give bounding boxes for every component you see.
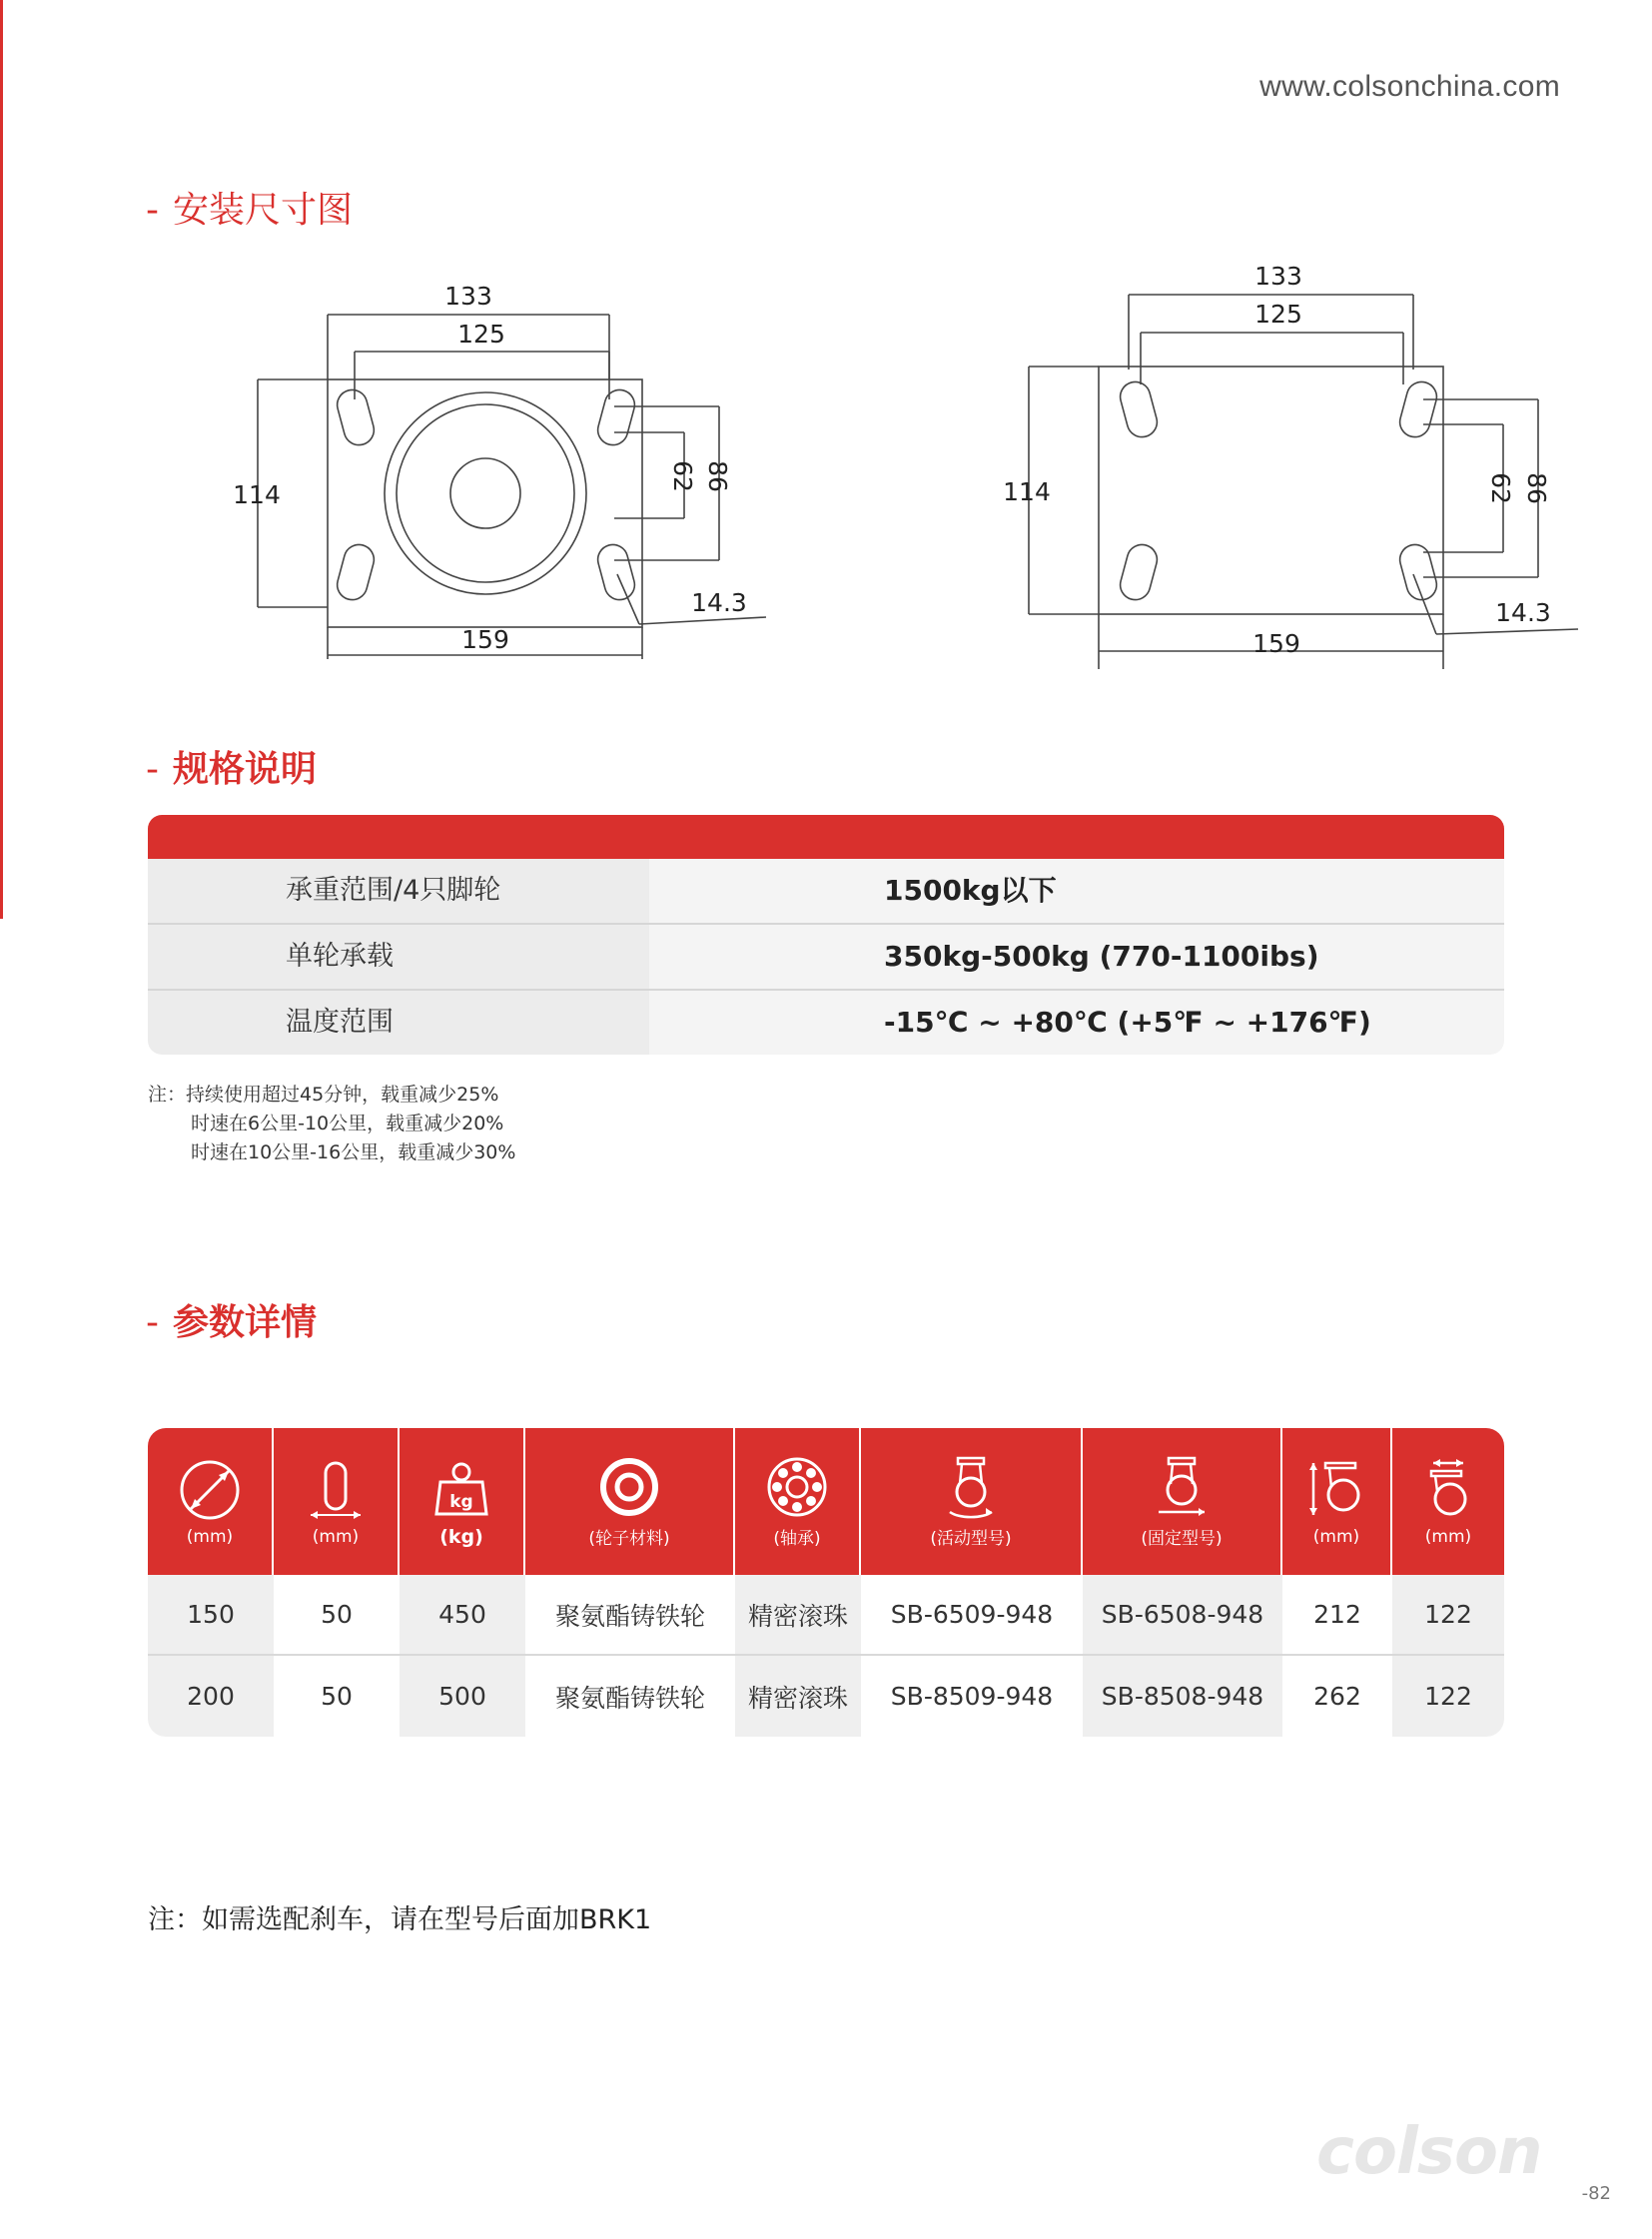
- header-label: (轮子材料): [588, 1529, 670, 1549]
- dim-114-label: 114: [1003, 477, 1051, 506]
- cell-material: 聚氨酯铸铁轮: [525, 1656, 735, 1737]
- cell-offset: 122: [1392, 1575, 1504, 1656]
- cell-width: 50: [274, 1575, 400, 1656]
- dim-159-label: 159: [461, 625, 509, 654]
- dim-62-label: 62: [1486, 472, 1515, 504]
- dim-125-label: 125: [1254, 300, 1302, 329]
- wheel-diameter-icon: [177, 1457, 243, 1523]
- dim-114-label: 114: [233, 480, 281, 509]
- cell-diameter: 200: [148, 1656, 274, 1737]
- install-drawing-rigid: [999, 260, 1598, 679]
- section-title-params: - 参数详情: [146, 1302, 318, 1343]
- header-label: (mm): [1424, 1526, 1472, 1547]
- cell-rigid-model: SB-8508-948: [1083, 1656, 1282, 1737]
- spec-value: -15℃ ~ +80℃ (+5℉ ~ +176℉): [649, 991, 1504, 1055]
- overall-height-icon: [1303, 1457, 1369, 1523]
- cell-swivel-model: SB-6509-948: [861, 1575, 1083, 1656]
- brake-option-note: 注：如需选配刹车，请在型号后面加BRK1: [148, 1904, 652, 1935]
- left-accent-bar: [0, 0, 3, 919]
- spec-note: 时速在10公里-16公里，载重减少30%: [191, 1141, 516, 1163]
- header-overall-height: [1282, 1428, 1392, 1575]
- offset-icon: [1415, 1457, 1481, 1523]
- spec-key: 单轮承载: [148, 925, 649, 989]
- header-label: (轴承): [773, 1529, 821, 1549]
- dim-133-label: 133: [444, 282, 492, 311]
- cell-load: 500: [400, 1656, 525, 1737]
- spec-table: [148, 815, 1504, 1055]
- swivel-caster-icon: [938, 1454, 1004, 1520]
- colson-logo: colson: [1316, 2115, 1542, 2189]
- header-wheel-width: [274, 1428, 400, 1575]
- dim-86-label: 86: [703, 460, 732, 492]
- cell-height: 212: [1282, 1575, 1392, 1656]
- dim-86-label: 86: [1522, 472, 1551, 504]
- cell-diameter: 150: [148, 1575, 274, 1656]
- spec-table-header: [148, 815, 1504, 859]
- header-label: (mm): [186, 1526, 234, 1547]
- section-title-spec: - 规格说明: [146, 749, 318, 790]
- spec-row: [148, 991, 1504, 1055]
- header-rigid-model: [1083, 1428, 1282, 1575]
- wheel-material-icon: [596, 1454, 662, 1520]
- cell-load: 450: [400, 1575, 525, 1656]
- spec-notes: [148, 1081, 515, 1167]
- page-number: -82: [1581, 2183, 1611, 2204]
- param-table-header: [148, 1428, 1504, 1575]
- dim-159-label: 159: [1252, 629, 1300, 658]
- spec-row: [148, 925, 1504, 991]
- header-wheel-material: [525, 1428, 735, 1575]
- header-label: (mm): [1312, 1526, 1360, 1547]
- section-title-install: - 安装尺寸图: [146, 190, 354, 231]
- table-row: [148, 1656, 1504, 1737]
- dim-62-label: 62: [668, 460, 697, 492]
- header-swivel-model: [861, 1428, 1083, 1575]
- dim-14-3-label: 14.3: [691, 588, 747, 617]
- spec-key: 承重范围/4只脚轮: [148, 859, 649, 923]
- spec-note: 时速在6公里-10公里，载重减少20%: [191, 1113, 504, 1134]
- header-label: (mm): [312, 1526, 360, 1547]
- wheel-width-icon: [303, 1457, 369, 1523]
- cell-rigid-model: SB-6508-948: [1083, 1575, 1282, 1656]
- rigid-caster-icon: [1149, 1454, 1215, 1520]
- spec-value: 350kg-500kg (770-1100ibs): [649, 925, 1504, 989]
- header-label: (kg): [439, 1525, 483, 1548]
- cell-width: 50: [274, 1656, 400, 1737]
- dim-133-label: 133: [1254, 262, 1302, 291]
- spec-key: 温度范围: [148, 991, 649, 1055]
- table-row: [148, 1575, 1504, 1656]
- header-label: (固定型号): [1141, 1529, 1223, 1549]
- bearing-icon: [764, 1454, 830, 1520]
- header-offset: [1392, 1428, 1504, 1575]
- header-load: [400, 1428, 525, 1575]
- cell-material: 聚氨酯铸铁轮: [525, 1575, 735, 1656]
- cell-height: 262: [1282, 1656, 1392, 1737]
- dim-125-label: 125: [457, 320, 505, 349]
- cell-swivel-model: SB-8509-948: [861, 1656, 1083, 1737]
- cell-offset: 122: [1392, 1656, 1504, 1737]
- svg-text:kg: kg: [449, 1491, 473, 1512]
- header-label: (活动型号): [930, 1529, 1012, 1549]
- spec-value: 1500kg以下: [649, 859, 1504, 923]
- header-wheel-diameter: [148, 1428, 274, 1575]
- cell-bearing: 精密滚珠: [735, 1656, 861, 1737]
- spec-note: 注：持续使用超过45分钟，载重减少25%: [148, 1084, 499, 1106]
- dim-14-3-label: 14.3: [1495, 598, 1551, 627]
- header-bearing: [735, 1428, 861, 1575]
- load-weight-icon: [428, 1456, 494, 1522]
- spec-row: [148, 859, 1504, 925]
- website-url[interactable]: www.colsonchina.com: [1259, 70, 1560, 103]
- param-table: [148, 1428, 1504, 1737]
- cell-bearing: 精密滚珠: [735, 1575, 861, 1656]
- install-drawing-swivel: [230, 270, 789, 679]
